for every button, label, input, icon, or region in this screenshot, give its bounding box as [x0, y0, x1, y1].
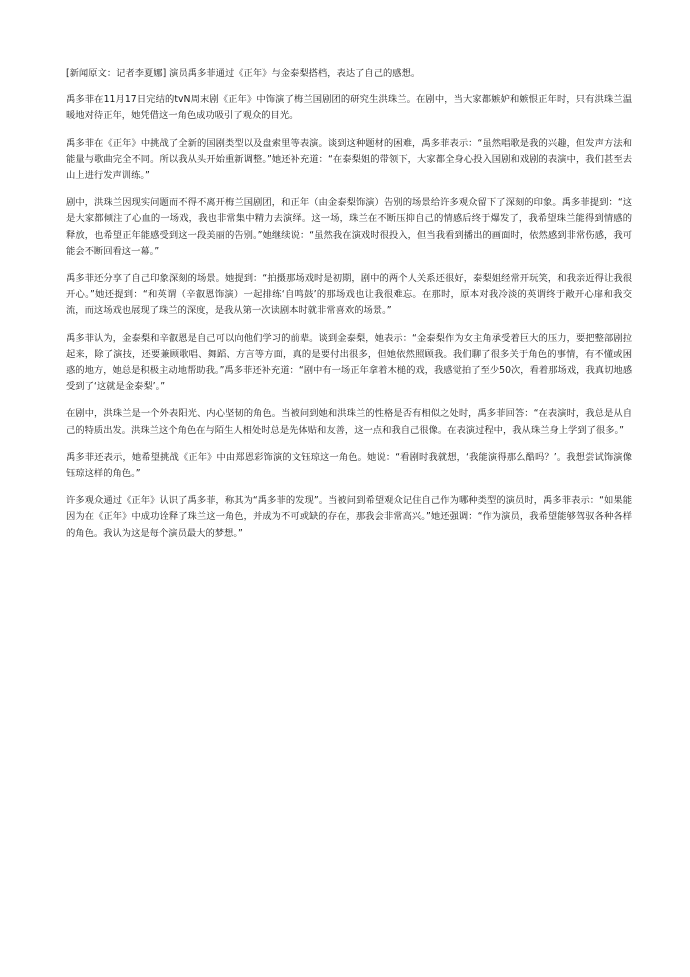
article-paragraph: 在剧中，洪珠兰是一个外表阳光、内心坚韧的角色。当被问到她和洪珠兰的性格是否有相似之处时，禹多菲回答：“在表演时，我总是从自己的特质出发。洪珠兰这个角色在与陌生人相处时总是先体贴和友善，这一点和我自己很像。在表演过程中，我从珠兰身上学到了很多。” [66, 408, 632, 436]
article-paragraph: 禹多菲在《正年》中挑战了全新的国剧类型以及盘索里等表演。谈到这种题材的困难，禹多菲表示：“虽然唱歌是我的兴趣，但发声方法和能量与歌曲完全不同。所以我从头开始重新调整。”她还补充道：“在泰梨姐的带领下，大家都全身心投入国剧和戏剧的表演中，我们甚至去山上进行发声训练。” [66, 137, 632, 182]
article-paragraph: 许多观众通过《正年》认识了禹多菲，称其为“禹多菲的发现”。当被问到希望观众记住自己作为哪种类型的演员时，禹多菲表示：“如果能因为在《正年》中成功诠释了珠兰这一角色，并成为不可或缺的存在，那我会非常高兴。”她还强调：“作为演员，我希望能够驾驭各种各样的角色。我认为这是每个演员最大的梦想。” [66, 495, 632, 539]
article-lead: [新闻原文：记者李夏娜] 演员禹多菲通过《正年》与金泰梨搭档，表达了自己的感想。 [66, 68, 421, 79]
article-paragraph: 禹多菲还表示，她希望挑战《正年》中由郑恩彩饰演的文钰琼这一角色。她说：“看剧时我就想，‘我能演得那么酷吗？’。我想尝试饰演像钰琼这样的角色。” [66, 451, 632, 480]
article-paragraph: 禹多菲认为，金泰梨和辛叡恩是自己可以向他们学习的前辈。谈到金泰梨，她表示：“金泰梨作为女主角承受着巨大的压力，要把整部剧拉起来，除了演技，还要兼顾歌唱、舞蹈、方言等方面，真的是要付出很多，但她依然照顾我。我们聊了很多关于角色的事情，有不懂或困惑的地方，她总是积极主动地帮助我。”禹多菲还补充道：“剧中有一场正年拿着木槌的戏，我感觉拍了至少50次，看着那场戏，我真切地感受到了‘这就是金泰梨’。” [66, 332, 632, 393]
article-paragraph: 剧中，洪珠兰因现实问题而不得不离开梅兰国剧团，和正年（由金泰梨饰演）告别的场景给许多观众留下了深刻的印象。禹多菲提到：“这是大家都倾注了心血的一场戏，我也非常集中精力去演绎。这一场，珠兰在不断压抑自己的情感后终于爆发了，我希望珠兰能得到情感的释放，也希望正年能感受到这一段美丽的告别。”她继续说：“虽然我在演戏时很投入，但当我看到播出的画面时，依然感到非常伤感，我可能会不断回看这一幕。” [66, 197, 632, 257]
article-body [66, 66, 632, 553]
article-paragraph: 禹多菲还分享了自己印象深刻的场景。她提到：“拍摄那场戏时是初期，剧中的两个人关系还很好，泰梨姐经常开玩笑，和我亲近得让我很开心。”她还提到：“和英谓（辛叡恩饰演）一起排练‘自鸣鼓’的那场戏也让我很难忘。在那时，原本对我冷淡的英谓终于敞开心扉和我交流，而这场戏也展现了珠兰的深度，是我从第一次读剧本时就非常喜欢的场景。” [66, 273, 632, 317]
article-paragraph: 禹多菲在11月17日完结的tvN周末剧《正年》中饰演了梅兰国剧团的研究生洪珠兰。在剧中，当大家都嫉妒和嫉恨正年时，只有洪珠兰温暖地对待正年，她凭借这一角色成功吸引了观众的目光。 [66, 94, 632, 122]
